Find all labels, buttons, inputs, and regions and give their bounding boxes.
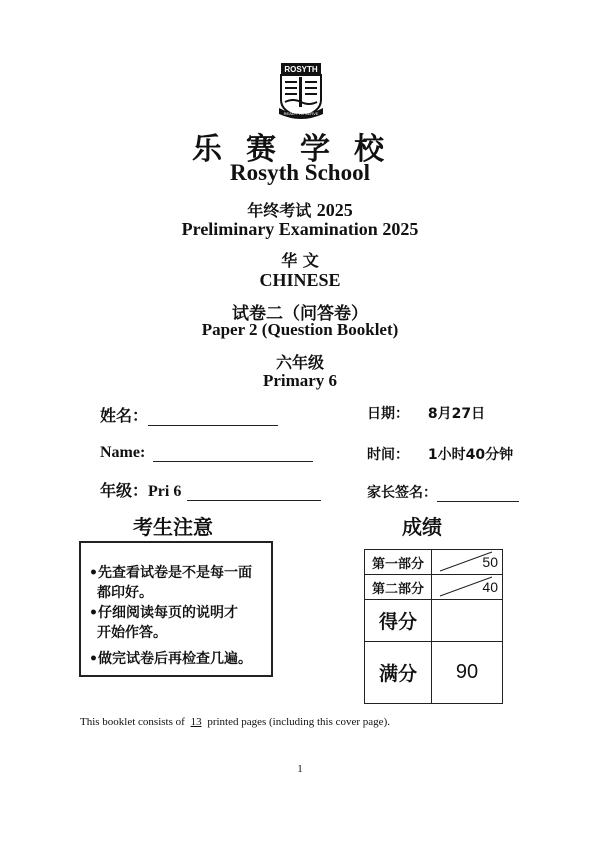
total-value: 90: [432, 642, 503, 704]
section-1-label: 第一部分: [365, 550, 432, 575]
class-field[interactable]: 年级：Pri 6: [100, 478, 321, 501]
notice-list: [89, 563, 252, 669]
time-field: 时间： 1小时40分钟: [367, 447, 514, 463]
crest-shield-icon: [277, 62, 325, 120]
paper-chinese: 试卷二（问答卷）: [232, 304, 368, 324]
total-label: 满分: [365, 642, 432, 704]
parent-signature-field[interactable]: 家长签名：: [367, 482, 519, 502]
notice-line: •做完试卷后再检查几遍。: [89, 651, 252, 667]
section-1-max[interactable]: 50: [432, 550, 503, 575]
date-field: 日期： 8月27日: [367, 406, 486, 422]
notice-line: •仔细阅读每页的说明才: [89, 605, 238, 621]
page-count-note: This booklet consists of 13 printed pages (including this cover page).: [80, 716, 390, 728]
name-field-english[interactable]: Name:: [100, 444, 313, 462]
notice-line: 都印好。: [97, 585, 153, 601]
subject-chinese: 华 文: [281, 251, 319, 270]
school-name-english: Rosyth School: [230, 160, 370, 185]
class-blank[interactable]: [187, 484, 321, 501]
name-field-chinese[interactable]: 姓名：: [100, 403, 278, 426]
svg-text:READY TO SERVE: READY TO SERVE: [283, 111, 319, 116]
name-en-blank[interactable]: [153, 449, 313, 462]
section-2-label: 第二部分: [365, 575, 432, 600]
level-chinese: 六年级: [275, 353, 324, 372]
table-row: [365, 642, 503, 704]
table-row: [365, 550, 503, 575]
exam-title-chinese: 年终考试 2025: [247, 200, 353, 220]
notice-box: [79, 541, 273, 677]
notice-line: •先查看试卷是不是每一面: [89, 565, 252, 581]
school-name-chinese: 乐赛学校: [192, 132, 408, 167]
section-2-max[interactable]: 40: [432, 575, 503, 600]
table-row: [365, 600, 503, 642]
exam-title-english: Preliminary Examination 2025: [181, 219, 419, 239]
table-row: [365, 575, 503, 600]
school-crest: [277, 62, 325, 120]
score-title: 成绩: [402, 515, 442, 539]
score-value-cell[interactable]: [432, 600, 503, 642]
name-cn-blank[interactable]: [148, 409, 278, 426]
subject-english: CHINESE: [259, 270, 341, 290]
score-table: [364, 549, 503, 704]
paper-english: Paper 2 (Question Booklet): [201, 320, 399, 339]
notice-line: 开始作答。: [97, 625, 167, 641]
svg-text:ROSYTH: ROSYTH: [284, 65, 318, 74]
score-label: 得分: [365, 600, 432, 642]
parent-signature-blank[interactable]: [437, 487, 519, 502]
notice-title: 考生注意: [133, 515, 213, 539]
page-number: 1: [297, 763, 303, 775]
level-english: Primary 6: [262, 371, 338, 390]
